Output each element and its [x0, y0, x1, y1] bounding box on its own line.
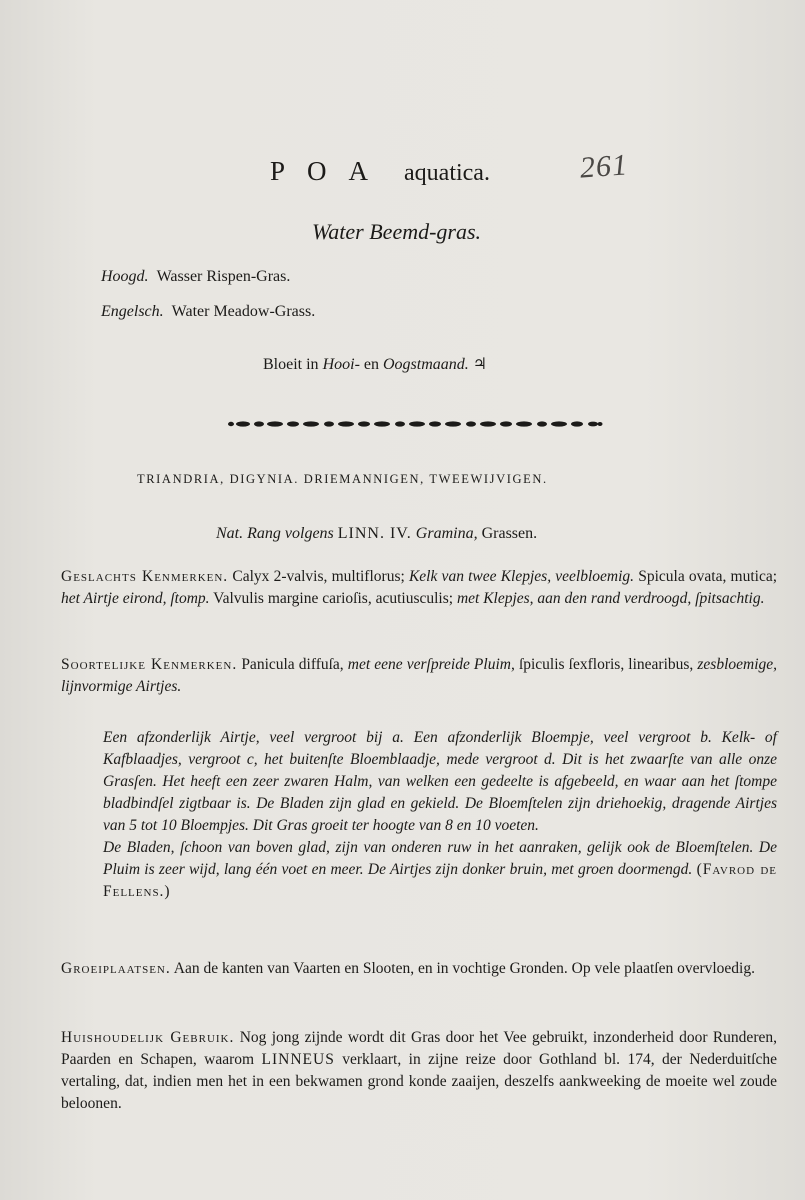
description-paragraph-2 — [103, 837, 777, 903]
species-char-latin-1: Panicula diffuſa, — [241, 656, 344, 673]
ornamental-divider — [227, 419, 603, 429]
economic-use-section — [61, 1027, 777, 1115]
genus-characteristics-heading: Geslachts Kenmerken. — [61, 568, 229, 585]
dutch-common-name: Water Beemd-gras. — [312, 219, 482, 244]
description-paragraph-2-text: De Bladen, ſchoon van boven glad, zijn van onderen ruw in het aanraken, gelijk ook de Bloemſtelen. De Pluim is zeer wijd, lang één voet en meer. De Airtjes zijn donker bruin, met groen doormengd. — [103, 839, 777, 878]
habitat-text: Aan de kanten van Vaarten en Slooten, en in vochtige Gronden. Op vele plaatſen overvloedig. — [173, 960, 755, 977]
economic-use-text-1: Nog jong zijnde wordt dit Gras door het Vee gebruikt, inzonderheid door Runderen, Paarden en Schapen, waarom — [61, 1029, 777, 1068]
species-char-dutch-1: met eene verſpreide Pluim, — [347, 656, 515, 673]
linn-reference: LINN. IV. — [337, 525, 412, 542]
species-characteristics-heading: Soortelijke Kenmerken. — [61, 656, 238, 673]
genus-char-latin-3: Valvulis margine carioſis, acutiusculis; — [213, 590, 454, 607]
gramina-term: Gramina, — [415, 525, 478, 542]
genus-name: POA — [270, 156, 391, 186]
species-characteristics — [61, 654, 777, 698]
genus-char-dutch-1: Kelk van twee Klepjes, veelbloemig. — [408, 568, 635, 585]
grassen-term: Grassen. — [481, 525, 538, 542]
genus-char-dutch-3: met Klepjes, aan den rand verdroogd, ſpitsachtig. — [456, 590, 765, 607]
genus-char-dutch-2: het Airtje eirond, ſtomp. — [61, 590, 210, 607]
flowering-prefix: Bloeit in — [263, 356, 319, 373]
page-title — [270, 156, 490, 187]
plate-description — [103, 727, 777, 903]
english-label: Engelsch. — [101, 303, 164, 320]
flowering-month-2: Oogstmaand. — [383, 356, 469, 373]
natural-rank-label: Nat. Rang volgens — [216, 525, 334, 542]
genus-characteristics — [61, 566, 777, 610]
linneus-name: LINNEUS — [261, 1051, 335, 1068]
habitat-heading: Groeiplaatsen. — [61, 960, 171, 977]
flowering-month-1: Hooi- — [322, 356, 360, 373]
author-credit: (Favrod de Fellens.) — [103, 861, 778, 900]
description-paragraph-1: Een afzonderlijk Airtje, veel vergroot bij a. Een afzonderlijk Bloempje, veel vergroot b. Kelk- of Kafblaadjes, vergroot c, het buitenſte Bloemblaadje, mede vergroot d. Dit is het zwaarſte van alle onze Grasſen. Het heeft een zeer zwaren Halm, van welken een gedeelte is afgebeeld, en waar aan het ſtompe bladbindſel zigtbaar is. De Bladen zijn glad en gekield. De Bloemſtelen zijn driehoekig, dragende Airtjes van 5 tot 10 Bloempjes. Dit Gras groeit ter hoogte van 8 en 10 voeten. — [103, 729, 777, 834]
genus-char-latin-2: Spicula ovata, mutica; — [638, 568, 778, 585]
flowering-line — [263, 354, 487, 374]
species-char-dutch-2: zesbloemige, lijnvormige Airtjes. — [61, 656, 778, 695]
genus-char-latin-1: Calyx 2-valvis, multiflorus; — [232, 568, 405, 585]
economic-use-text-2: verklaart, in zijne reize door Gothland bl. 174, der Nederduitſche vertaling, dat, indien men het in een bekwamen grond konde zaaijen, deszelfs aankweeking de moeite wel zoude beloonen. — [61, 1051, 777, 1112]
natural-rank-line — [216, 525, 537, 543]
english-name-line — [101, 303, 315, 321]
german-name-line — [101, 268, 290, 286]
economic-use-heading: Huishoudelijk Gebruik. — [61, 1029, 235, 1046]
species-char-latin-2: ſpiculis ſexfloris, linearibus, — [518, 656, 694, 673]
species-name: aquatica. — [404, 160, 490, 186]
perennial-symbol: ♃ — [472, 356, 488, 373]
linnaean-classification: TRIANDRIA, DIGYNIA. DRIEMANNIGEN, TWEEWIJVIGEN. — [137, 472, 548, 486]
flowering-and: en — [363, 356, 379, 373]
handwritten-page-number: 261 — [578, 148, 630, 185]
english-name: Water Meadow-Grass. — [171, 303, 316, 320]
german-label: Hoogd. — [101, 268, 149, 285]
habitat-section — [61, 958, 777, 980]
german-name: Wasser Rispen-Gras. — [156, 268, 291, 285]
